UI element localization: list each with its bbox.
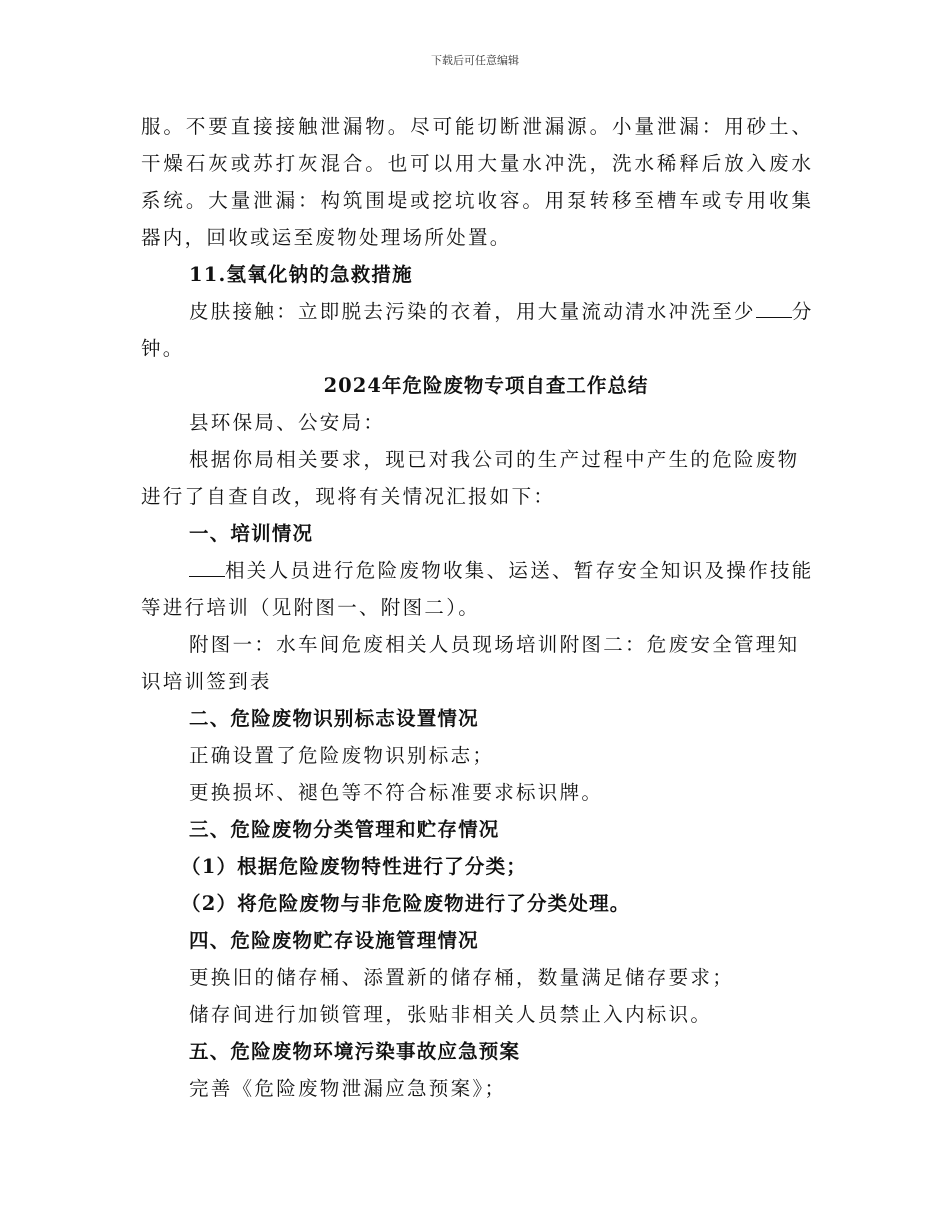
page-header: 下载后可任意编辑 <box>431 54 519 67</box>
section-heading-emergency-plan: 五、危险废物环境污染事故应急预案 <box>189 1040 521 1063</box>
document-title: 2024年危险废物专项自查工作总结 <box>323 374 649 397</box>
list-item: （1）根据危险废物特性进行了分类； <box>181 855 527 878</box>
paragraph-line: 等进行培训（见附图一、附图二）。 <box>141 596 481 619</box>
paragraph-line: 识培训签到表 <box>141 670 272 693</box>
paragraph-line: 附图一：水车间危废相关人员现场培训附图二：危废安全管理知 <box>189 633 800 656</box>
paragraph-line-training <box>141 552 814 589</box>
section-heading-training: 一、培训情况 <box>189 522 314 545</box>
paragraph-line: 干燥石灰或苏打灰混合。也可以用大量水冲洗，洗水稀释后放入废水 <box>141 152 811 175</box>
paragraph-line: 完善《危险废物泄漏应急预案》； <box>189 1077 507 1100</box>
paragraph-line: 钟。 <box>141 337 185 360</box>
section-heading-identification: 二、危险废物识别标志设置情况 <box>189 707 479 730</box>
paragraph-line: 服。不要直接接触泄漏物。尽可能切断泄漏源。小量泄漏：用砂土、 <box>141 115 811 138</box>
blank-fill-line <box>189 556 225 577</box>
training-text: 相关人员进行危险废物收集、运送、暂存安全知识及操作技能 <box>225 559 814 582</box>
paragraph-line: 储存间进行加锁管理，张贴非相关人员禁止入内标识。 <box>189 1003 713 1026</box>
section-heading-storage: 四、危险废物贮存设施管理情况 <box>189 929 479 952</box>
blank-fill-line <box>756 297 792 318</box>
paragraph-line: 进行了自查自改，现将有关情况汇报如下： <box>141 485 556 508</box>
skin-contact-text: 皮肤接触：立即脱去污染的衣着，用大量流动清水冲洗至少 <box>189 300 756 323</box>
paragraph-line: 更换旧的储存桶、添置新的储存桶，数量满足储存要求； <box>189 966 735 989</box>
document-body <box>141 108 814 1107</box>
paragraph-line: 正确设置了危险废物识别标志； <box>189 744 495 767</box>
section-heading-classification: 三、危险废物分类管理和贮存情况 <box>189 818 500 841</box>
addressee: 县环保局、公安局： <box>189 411 386 434</box>
paragraph-line: 器内，回收或运至废物处理场所处置。 <box>141 226 512 249</box>
paragraph-line-skin-contact <box>141 293 814 330</box>
skin-contact-unit: 分 <box>791 300 814 323</box>
paragraph-line: 系统。大量泄漏：构筑围堤或挖坑收容。用泵转移至槽车或专用收集 <box>141 189 811 212</box>
paragraph-line: 根据你局相关要求，现已对我公司的生产过程中产生的危险废物 <box>189 448 800 471</box>
section-heading-first-aid: 11.氢氧化钠的急救措施 <box>189 263 413 286</box>
list-item: （2）将危险废物与非危险废物进行了分类处理。 <box>181 892 631 915</box>
paragraph-line: 更换损坏、褪色等不符合标准要求标识牌。 <box>189 781 604 804</box>
